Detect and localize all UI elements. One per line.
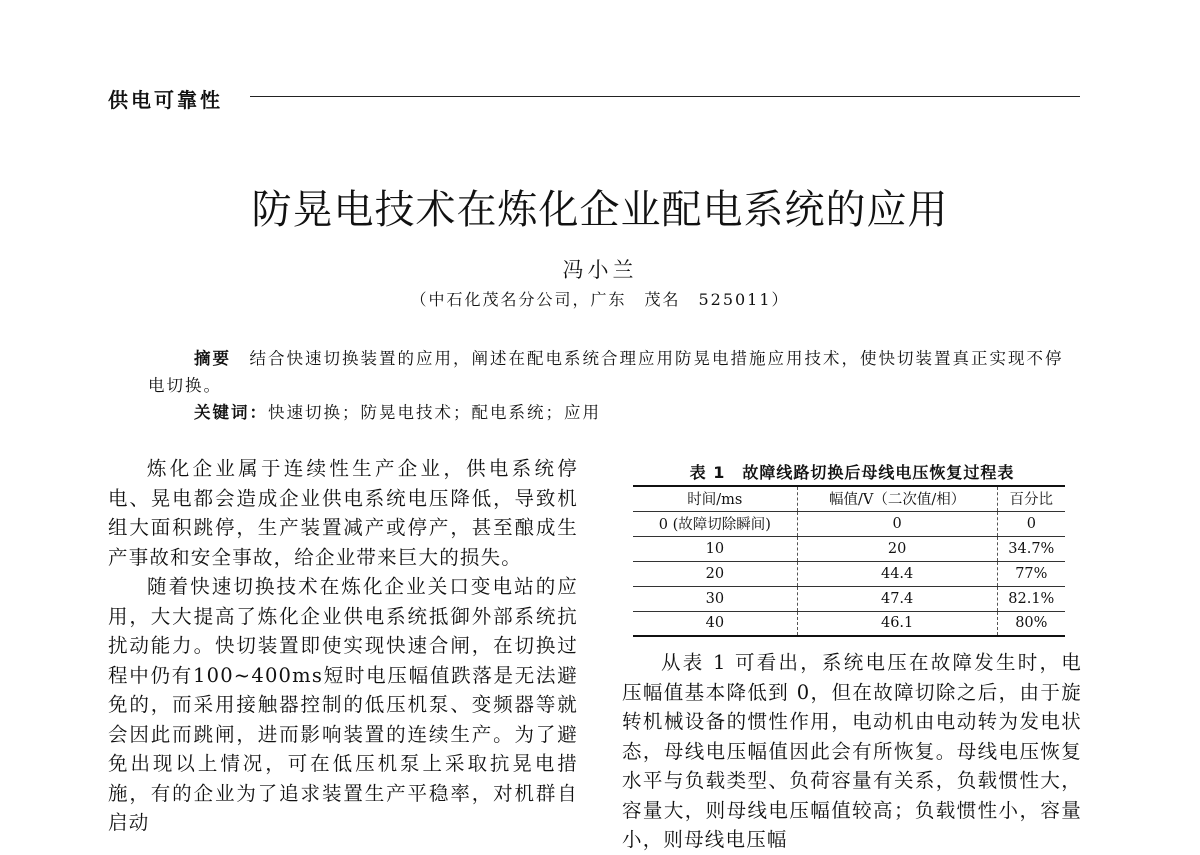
abstract-text: 结合快速切换装置的应用，阐述在配电系统合理应用防晃电措施应用技术，使快切装置真正实现不停电切换。 xyxy=(148,349,1064,395)
table-cell: 47.4 xyxy=(797,586,997,611)
table-cell: 20 xyxy=(797,536,997,561)
table-header: 幅值/V（二次值/相） xyxy=(797,486,997,511)
table-cell: 44.4 xyxy=(797,561,997,586)
header-rule xyxy=(250,96,1080,97)
table-header: 百分比 xyxy=(997,486,1065,511)
abstract xyxy=(148,345,1068,399)
paragraph: 随着快速切换技术在炼化企业关口变电站的应用，大大提高了炼化企业供电系统抵御外部系统抗扰动能力。快切装置即使实现快速合闸，在切换过程中仍有100~400ms短时电压幅值跌落是无法避免的，而采用接触器控制的低压机泵、变频器等就会因此而跳闸，进而影响装置的连续生产。为了避免出现以上情况，可在低压机泵上采取抗晃电措施，有的企业为了追求装置生产平稳率，对机群自启动 xyxy=(108,575,578,834)
table-cell: 80% xyxy=(997,611,1065,636)
author: 冯小兰 xyxy=(562,258,638,282)
abstract-label: 摘要 xyxy=(194,349,231,368)
table-row xyxy=(633,586,1065,611)
table-row xyxy=(633,561,1065,586)
table-cell: 46.1 xyxy=(797,611,997,636)
table-cell: 82.1% xyxy=(997,586,1065,611)
keywords-label: 关键词： xyxy=(194,403,268,422)
table-cell: 0 xyxy=(797,511,997,536)
right-column xyxy=(622,648,1082,855)
affiliation: （中石化茂名分公司，广东 茂名 525011） xyxy=(410,290,790,309)
table-cell: 34.7% xyxy=(997,536,1065,561)
paragraph: 从表 1 可看出，系统电压在故障发生时，电压幅值基本降低到 0，但在故障切除之后，由于旋转机械设备的惯性作用，电动机由电动转为发电状态，母线电压幅值因此会有所恢复。母线电压恢复水平与负载类型、负荷容量有关系，负载惯性大，容量大，则母线电压幅值较高；负载惯性小，容量小，则母线电压幅 xyxy=(622,651,1082,851)
keywords-text: 快速切换；防晃电技术；配电系统；应用 xyxy=(268,403,601,422)
left-column xyxy=(108,454,578,838)
table-row xyxy=(633,536,1065,561)
keywords xyxy=(194,399,601,423)
table-cell: 40 xyxy=(633,611,797,636)
table-header: 时间/ms xyxy=(633,486,797,511)
journal-section-header: 供电可靠性 xyxy=(108,88,223,112)
voltage-recovery-table xyxy=(633,485,1065,637)
table-cell: 0 xyxy=(997,511,1065,536)
table-caption: 表 1 故障线路切换后母线电压恢复过程表 xyxy=(689,463,1015,482)
table-cell: 10 xyxy=(633,536,797,561)
paragraph: 炼化企业属于连续性生产企业，供电系统停电、晃电都会造成企业供电系统电压降低，导致机组大面积跳停，生产装置减产或停产，甚至酿成生产事故和安全事故，给企业带来巨大的损失。 xyxy=(108,457,578,569)
table-row xyxy=(633,511,1065,536)
table-cell: 77% xyxy=(997,561,1065,586)
table-cell: 0 (故障切除瞬间) xyxy=(633,511,797,536)
table-header-row xyxy=(633,486,1065,511)
paper-title: 防晃电技术在炼化企业配电系统的应用 xyxy=(251,187,949,233)
table-cell: 30 xyxy=(633,586,797,611)
table-cell: 20 xyxy=(633,561,797,586)
table-row xyxy=(633,611,1065,636)
